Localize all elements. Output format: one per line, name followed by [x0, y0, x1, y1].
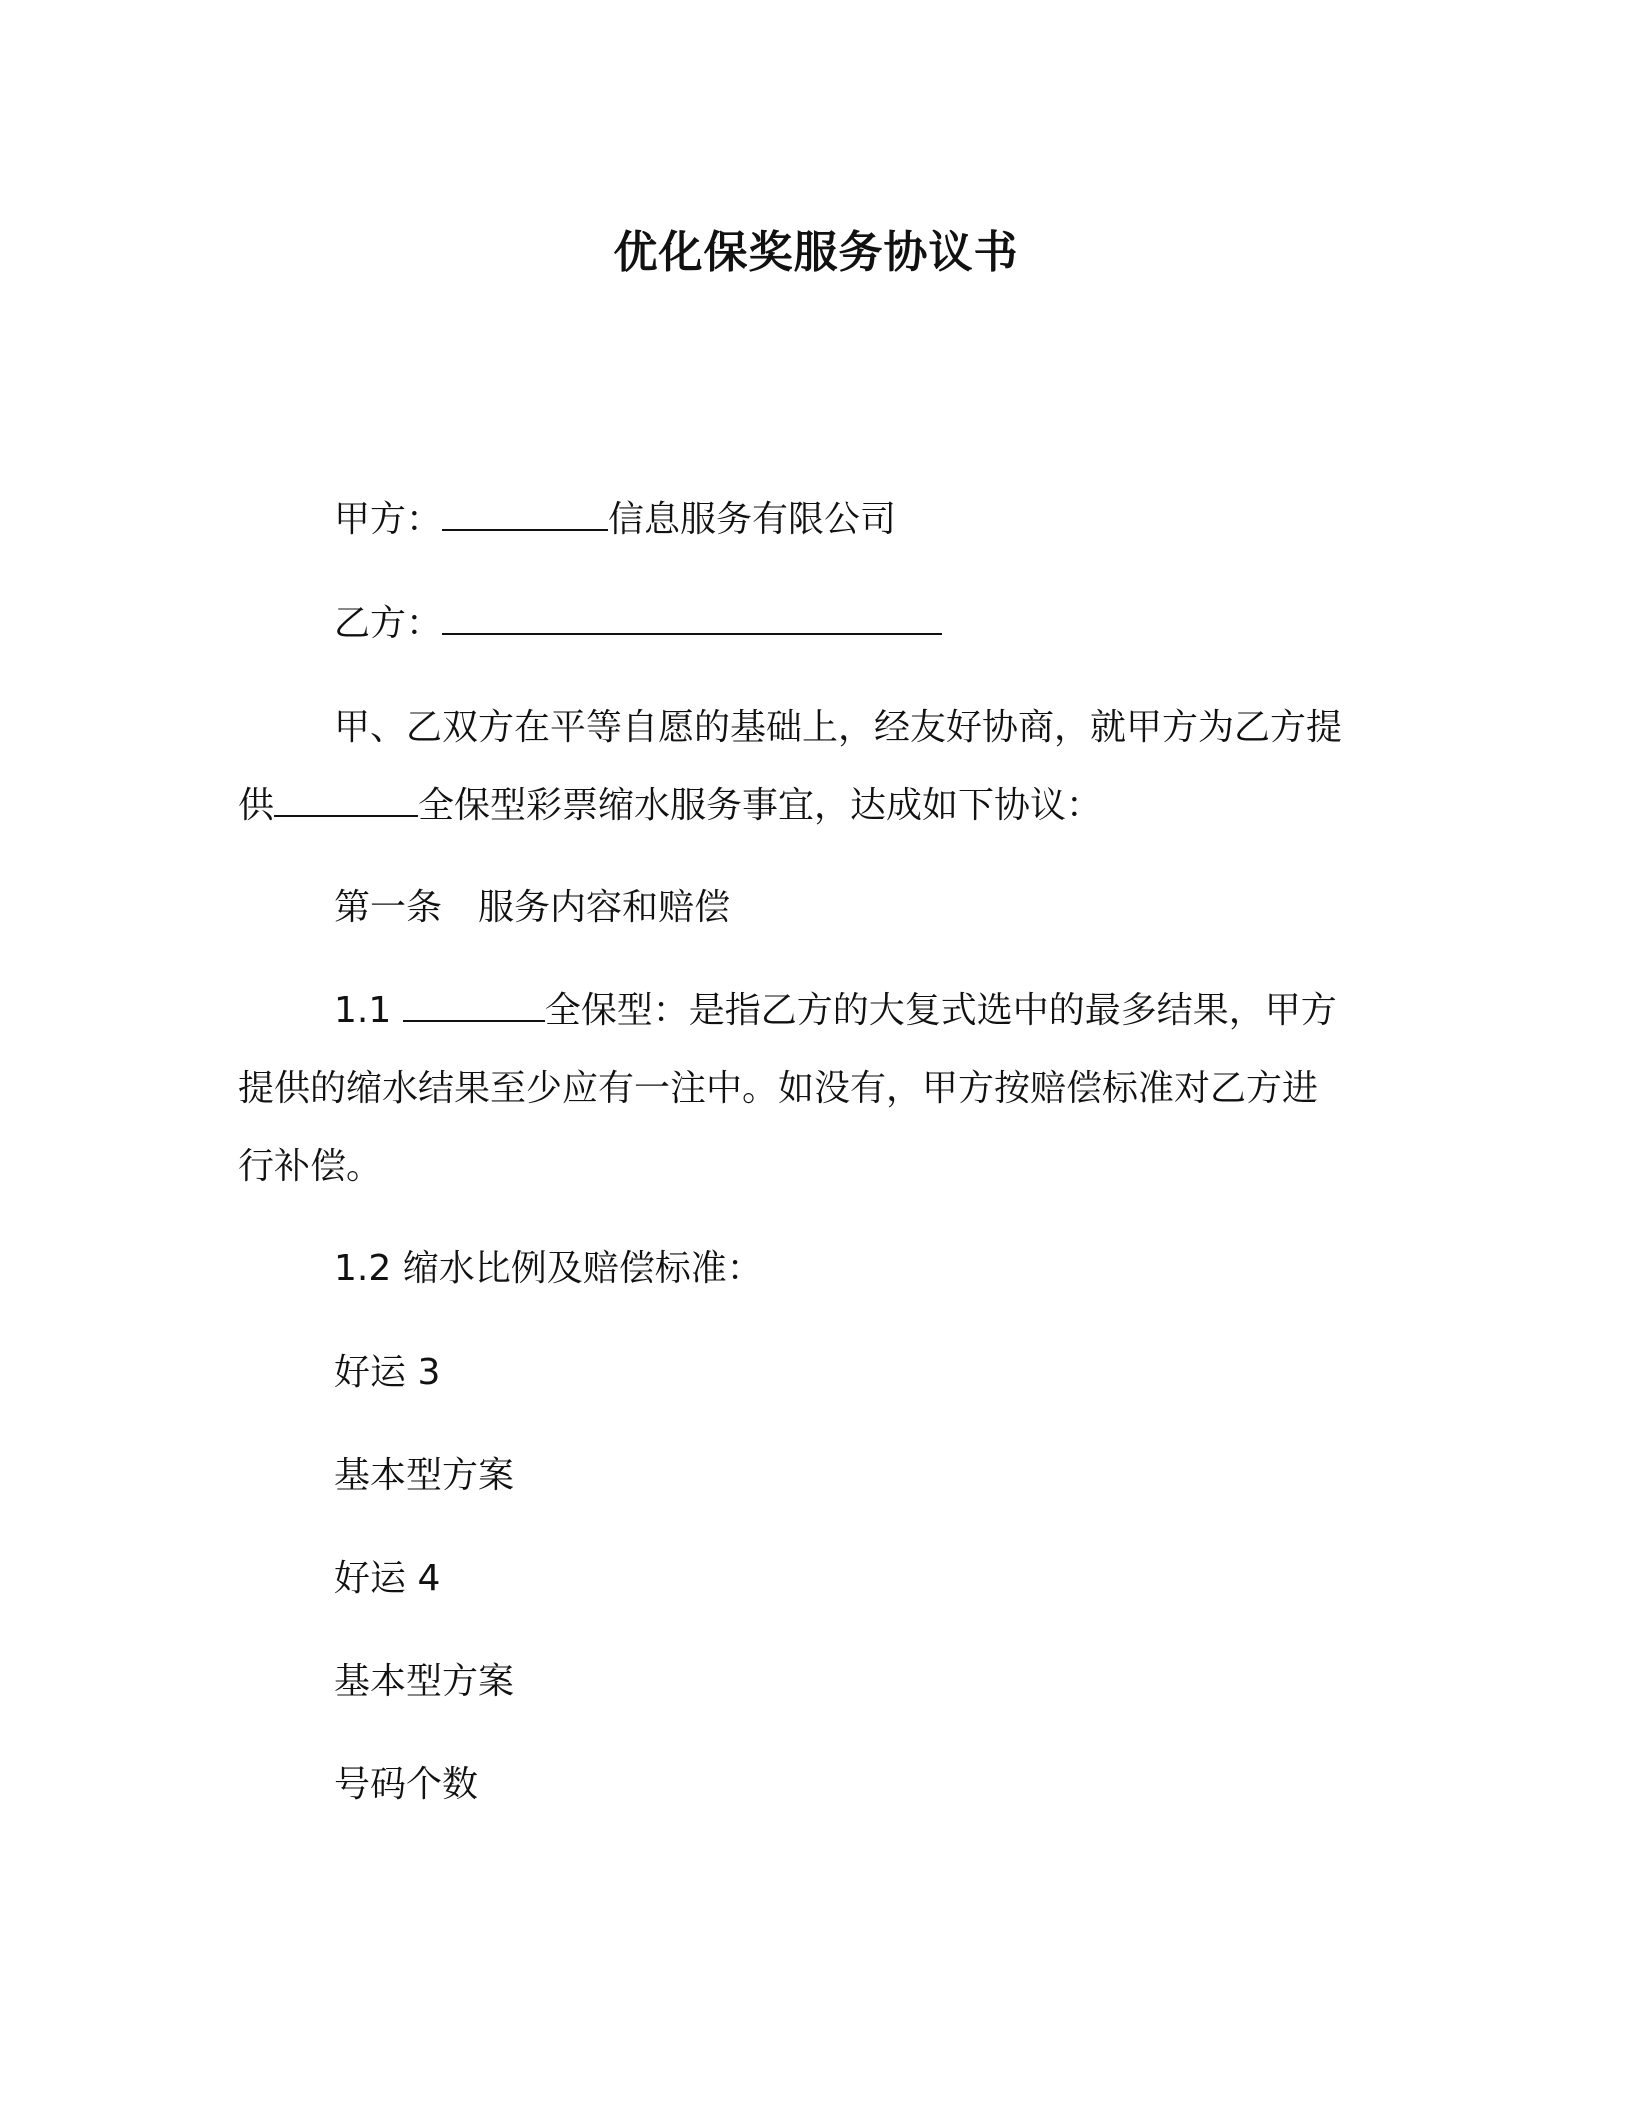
- clause-1-1-line-1-text: 全保型：是指乙方的大复式选中的最多结果，甲方: [544, 990, 1337, 1031]
- list-item: 号码个数: [334, 1764, 479, 1805]
- intro-line-2-prefix: 供: [238, 785, 275, 826]
- document-title: 优化保奖服务协议书: [613, 227, 1019, 278]
- clause-1-1-line-2: 提供的缩水结果至少应有一注中。如没有，甲方按赔偿标准对乙方进: [238, 1068, 1319, 1109]
- article-1-heading: 第一条 服务内容和赔偿: [334, 887, 731, 928]
- clause-1-1-line-3: 行补偿。: [238, 1146, 383, 1187]
- party-a-line: [334, 494, 896, 546]
- list-item: 好运 4: [334, 1558, 441, 1599]
- party-a-blank: [442, 497, 608, 531]
- clause-1-1-line-1: [334, 985, 1337, 1037]
- intro-blank: [274, 783, 418, 817]
- clause-1-1-number: 1.1: [334, 990, 392, 1031]
- intro-line-2: [238, 780, 1102, 832]
- party-b-line: [334, 598, 942, 650]
- party-b-label: 乙方：: [334, 603, 443, 644]
- clause-1-1-blank: [403, 988, 545, 1022]
- party-a-name: 信息服务有限公司: [608, 499, 897, 540]
- party-b-blank: [442, 601, 942, 635]
- list-item: 基本型方案: [334, 1455, 515, 1496]
- list-item: 基本型方案: [334, 1661, 515, 1702]
- clause-1-2-heading: 1.2 缩水比例及赔偿标准：: [334, 1248, 763, 1289]
- list-item: 好运 3: [334, 1352, 441, 1393]
- party-a-label: 甲方：: [334, 499, 443, 540]
- intro-line-2-suffix: 全保型彩票缩水服务事宜，达成如下协议：: [418, 785, 1103, 826]
- intro-line-1: 甲、乙双方在平等自愿的基础上，经友好协商，就甲方为乙方提: [334, 707, 1343, 748]
